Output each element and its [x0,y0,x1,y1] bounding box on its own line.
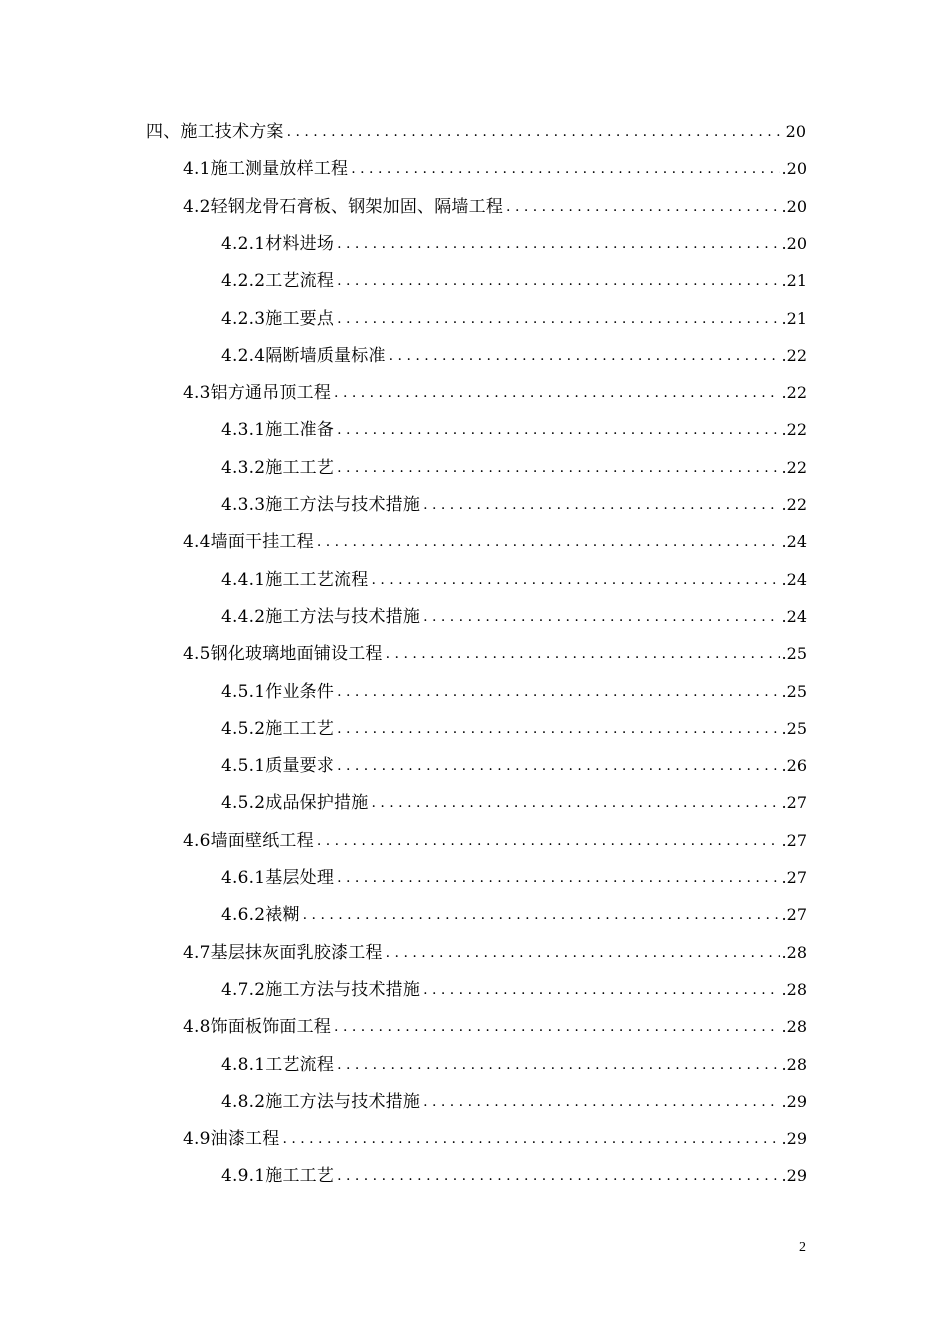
toc-entry-label: 4.5.1质量要求 [221,756,335,777]
toc-entry-page-number: .22 [781,457,807,477]
toc-entry-page-number: .28 [781,1054,807,1074]
toc-entry-label: 4.7.2施工方法与技术措施 [221,979,421,1000]
toc-dot-leader [371,785,779,821]
toc-entry-label: 4.5钢化玻璃地面铺设工程 [183,644,383,665]
toc-dot-leader [386,636,780,672]
toc-entry-page-number: .28 [781,942,807,962]
toc-entry-page-number: .29 [781,1166,807,1186]
toc-entry-page-number: .20 [781,196,807,216]
toc-entry-label: 4.1施工测量放样工程 [183,159,349,180]
toc-entry-label: 4.4.2施工方法与技术措施 [221,606,421,627]
toc-entry[interactable] [0,151,950,187]
toc-entry[interactable] [0,674,950,710]
toc-entry-page-number: .27 [781,830,807,850]
toc-entry-label: 四、施工技术方案 [146,122,284,142]
toc-entry[interactable] [0,711,950,747]
toc-dot-leader [423,599,779,635]
toc-entry-label: 4.6.2裱糊 [221,905,300,926]
toc-entry-page-number: .25 [781,644,807,664]
toc-entry-page-number: .24 [781,606,807,626]
toc-entry-page-number: .22 [781,345,807,365]
toc-entry-label: 4.2.4隔断墙质量标准 [221,345,386,366]
toc-entry[interactable] [0,301,950,337]
toc-entry-label: 4.8.2施工方法与技术措施 [221,1091,421,1112]
toc-entry-page-number: 20 [785,122,806,141]
toc-dot-leader [317,823,780,859]
toc-dot-leader [317,524,780,560]
toc-dot-leader [389,338,780,374]
toc-dot-leader [386,935,780,971]
toc-entry-label: 4.5.1作业条件 [221,681,335,702]
toc-dot-leader [423,1084,779,1120]
toc-entry[interactable] [0,226,950,262]
toc-entry[interactable] [0,599,950,635]
toc-dot-leader [337,711,779,747]
toc-entry-page-number: .29 [781,1129,807,1149]
toc-entry-label: 4.6.1基层处理 [221,868,335,888]
toc-dot-leader [506,189,780,225]
toc-dot-leader [337,450,779,486]
toc-entry-page-number: .27 [781,793,807,813]
toc-entry-label: 4.2轻钢龙骨石膏板、钢架加固、隔墙工程 [183,196,504,217]
toc-entry-page-number: .21 [781,308,807,328]
toc-dot-leader [282,1121,779,1157]
toc-entry[interactable] [0,748,950,784]
toc-entry-label: 4.9.1施工工艺 [221,1166,335,1187]
toc-dot-leader [351,151,779,187]
toc-entry-label: 4.3.2施工工艺 [221,457,335,478]
toc-entry[interactable] [0,1047,950,1083]
toc-dot-leader [337,412,779,448]
toc-entry-label: 4.8饰面板饰面工程 [183,1017,332,1038]
toc-entry-label: 4.2.3施工要点 [221,308,335,329]
toc-dot-leader [287,114,784,150]
toc-dot-leader [303,897,780,933]
toc-dot-leader [337,1158,779,1194]
toc-dot-leader [337,263,779,299]
toc-entry[interactable] [0,189,950,225]
toc-entry[interactable] [0,1121,950,1157]
toc-dot-leader [337,301,779,337]
toc-entry-page-number: .28 [781,1017,807,1037]
toc-entry[interactable] [0,935,950,971]
toc-entry-label: 4.5.2施工工艺 [221,718,335,739]
toc-entry-page-number: .27 [781,868,807,887]
toc-entry-page-number: .22 [781,495,807,514]
toc-entry-label: 4.9油漆工程 [183,1129,280,1150]
toc-dot-leader [337,860,779,896]
toc-entry-page-number: .26 [781,756,807,776]
toc-entry-label: 4.4墙面干挂工程 [183,532,314,553]
page-number: 2 [799,1240,806,1255]
toc-entry[interactable] [0,487,950,523]
toc-entry-label: 4.7基层抹灰面乳胶漆工程 [183,942,383,963]
toc-entry-label: 4.3铝方通吊顶工程 [183,383,332,404]
toc-entry[interactable] [0,375,950,411]
toc-entry-page-number: .27 [781,905,807,925]
toc-entry-page-number: .25 [781,681,807,701]
toc-dot-leader [423,487,779,523]
toc-entry[interactable] [0,897,950,933]
toc-entry[interactable] [0,562,950,598]
toc-dot-leader [371,562,779,598]
toc-entry-label: 4.5.2成品保护措施 [221,793,369,814]
toc-entry-page-number: .20 [781,233,807,253]
toc-entry-label: 4.6墙面壁纸工程 [183,830,314,851]
toc-entry[interactable] [0,1084,950,1120]
toc-entry-page-number: .24 [781,569,807,589]
toc-entry[interactable] [0,263,950,299]
toc-entry-page-number: .22 [781,383,807,403]
toc-entry-label: 4.2.2工艺流程 [221,271,335,292]
toc-entry[interactable] [0,524,950,560]
toc-dot-leader [334,1009,780,1045]
toc-entry[interactable] [0,823,950,859]
toc-entry-label: 4.4.1施工工艺流程 [221,569,369,590]
toc-entry[interactable] [0,114,950,150]
toc-entry-page-number: .25 [781,718,807,738]
toc-dot-leader [337,226,779,262]
toc-entry-label: 4.3.3施工方法与技术措施 [221,495,421,515]
toc-entry-page-number: .28 [781,979,807,999]
toc-entry[interactable] [0,412,950,448]
toc-entry-page-number: .20 [781,159,807,179]
toc-entry-page-number: .21 [781,271,807,291]
toc-entry[interactable] [0,972,950,1008]
toc-entry-page-number: .22 [781,420,807,440]
toc-dot-leader [337,748,779,784]
toc-entry[interactable] [0,450,950,486]
toc-entry[interactable] [0,1009,950,1045]
toc-entry-label: 4.8.1工艺流程 [221,1054,335,1075]
toc-entry[interactable] [0,785,950,821]
toc-dot-leader [334,375,780,411]
toc-entry-page-number: .29 [781,1091,807,1111]
toc-entry[interactable] [0,1158,950,1194]
toc-dot-leader [423,972,779,1008]
toc-entry-label: 4.2.1材料进场 [221,233,335,254]
toc-entry[interactable] [0,860,950,896]
toc-dot-leader [337,674,779,710]
toc-dot-leader [337,1047,779,1083]
toc-entry[interactable] [0,338,950,374]
toc-entry-label: 4.3.1施工准备 [221,420,335,441]
toc-entry[interactable] [0,636,950,672]
toc-entry-page-number: .24 [781,532,807,552]
